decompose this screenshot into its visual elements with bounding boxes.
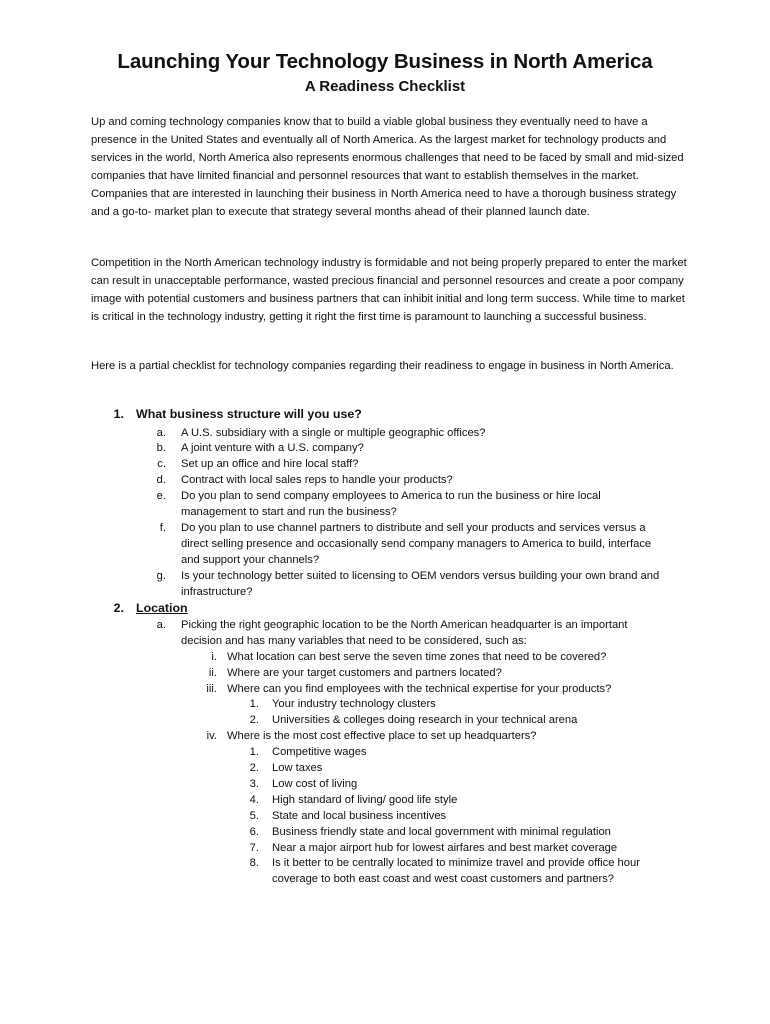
section-number: 2. xyxy=(113,601,124,616)
list-marker: 4. xyxy=(249,793,259,806)
list-item-text: direct selling presence and occasionally send company managers to America to build, interface xyxy=(181,537,652,550)
list-item-text: Contract with local sales reps to handle your products? xyxy=(181,474,453,487)
list-marker: 1. xyxy=(249,698,259,711)
list-item-text: A joint venture with a U.S. company? xyxy=(181,442,364,455)
list-item-text: Competitive wages xyxy=(272,746,367,759)
checklist-intro-paragraph: Here is a partial checklist for technology companies regarding their readiness to engage in business in North America. xyxy=(91,360,674,372)
list-marker: a. xyxy=(156,618,166,631)
list-marker: 6. xyxy=(249,825,259,838)
list-marker: 2. xyxy=(249,714,259,727)
list-item-text: Your industry technology clusters xyxy=(272,698,436,711)
list-item-text: infrastructure? xyxy=(181,585,253,598)
list-item-text: Picking the right geographic location to be the North American headquarter is an important xyxy=(181,618,628,631)
list-marker: iv. xyxy=(206,730,217,743)
list-marker: iii. xyxy=(206,682,217,695)
list-item-text: A U.S. subsidiary with a single or multiple geographic offices? xyxy=(181,426,486,439)
list-marker: c. xyxy=(157,458,166,471)
list-marker: 5. xyxy=(249,809,259,822)
list-item-text: Set up an office and hire local staff? xyxy=(181,458,359,471)
competition-paragraph: Competition in the North American technology industry is formidable and not being properly prepared to enter the market can result in unacceptable performance, wasted precious financial and personnel resources and create a poor company image with potential customers and business partners that can inhibit initial and long term success. While time to market is critical in the technology industry, getting it right the first time is paramount to launching a successful business. xyxy=(91,257,687,324)
intro-paragraph: Up and coming technology companies know that to build a viable global business they eventually need to have a presence in the United States and eventually all of North America. As the largest market for technology products and services in the world, North America also represents enormous challenges that need to be faced by small and mid-sized companies that have limited financial and personnel resources that want to establish themselves in the market. Companies that are interested in launching their business in North America need to have a thorough business strategy and a go-to- market plan to execute that strategy several months ahead of their planned launch date. xyxy=(91,116,684,219)
list-marker: d. xyxy=(156,474,166,487)
list-item-text: State and local business incentives xyxy=(272,809,447,822)
list-item-text: High standard of living/ good life style xyxy=(272,793,458,806)
list-item-text: management to start and run the business? xyxy=(181,506,397,518)
list-item-text: coverage to both east coast and west coast customers and partners? xyxy=(272,873,615,886)
list-item-text: Where are your target customers and partners located? xyxy=(227,666,502,679)
list-item-text: Where is the most cost effective place to set up headquarters? xyxy=(227,730,537,743)
list-marker: 7. xyxy=(249,841,259,854)
list-item-text: Universities & colleges doing research in your technical arena xyxy=(272,714,578,727)
list-item-text: decision and has many variables that need to be considered, such as: xyxy=(181,634,527,647)
section-number: 1. xyxy=(113,407,124,421)
list-marker: e. xyxy=(156,490,166,503)
list-item-text: Near a major airport hub for lowest airfares and best market coverage xyxy=(272,841,618,854)
document-subtitle: A Readiness Checklist xyxy=(304,78,466,95)
list-marker: a. xyxy=(156,426,166,439)
list-marker: 8. xyxy=(249,857,259,870)
list-marker: b. xyxy=(156,442,166,455)
list-item-text: Is your technology better suited to licensing to OEM vendors versus building your own brand and xyxy=(181,569,660,582)
list-marker: ii. xyxy=(208,666,217,679)
section-heading: What business structure will you use? xyxy=(136,407,362,421)
list-marker: i. xyxy=(211,650,217,663)
document-title: Launching Your Technology Business in North America xyxy=(117,50,653,73)
list-marker: 2. xyxy=(249,762,259,774)
list-item-text: Low cost of living xyxy=(272,777,358,790)
list-item-text: Do you plan to use channel partners to distribute and sell your products and services versus a xyxy=(181,521,646,534)
list-item-text: What location can best serve the seven time zones that need to be covered? xyxy=(227,650,607,663)
list-item-text: and support your channels? xyxy=(181,553,320,566)
list-marker: 3. xyxy=(249,777,259,790)
section-heading: Location xyxy=(136,601,188,616)
list-item-text: Where can you find employees with the technical expertise for your products? xyxy=(227,682,612,695)
list-item-text: Is it better to be centrally located to minimize travel and provide office hour xyxy=(272,857,640,870)
list-item-text: Low taxes xyxy=(272,762,323,774)
list-item-text: Business friendly state and local government with minimal regulation xyxy=(272,825,611,838)
list-item-text: Do you plan to send company employees to America to run the business or hire local xyxy=(181,490,601,503)
list-marker: f. xyxy=(159,521,166,534)
list-marker: 1. xyxy=(249,746,259,759)
list-marker: g. xyxy=(156,569,166,582)
